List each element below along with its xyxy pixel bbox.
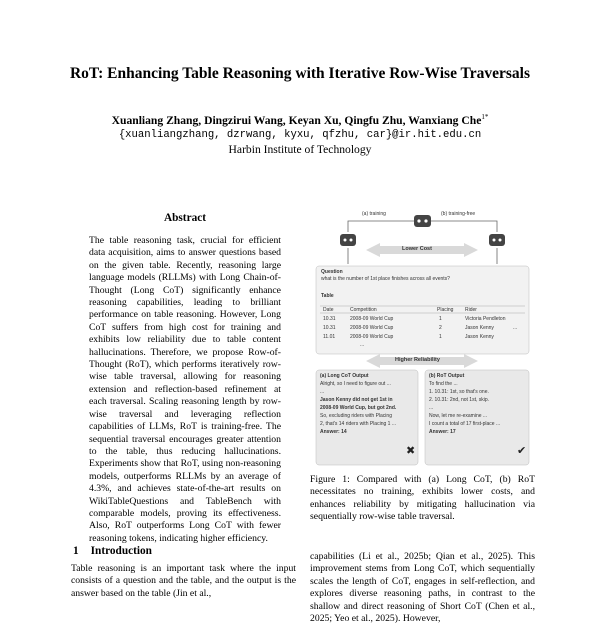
table-cell: 2008-09 World Cup [350,316,394,322]
table-label: Table [321,293,334,299]
long-cot-line: Jason Kenny did not get 1st in [320,397,393,403]
table-header-rider: Rider [465,307,477,313]
correct-icon: ✔ [517,445,527,457]
training-free-label: (b) training-free [441,211,476,217]
table-header-date: Date [323,307,334,313]
abstract-heading: Abstract [163,212,207,224]
table-cell: 1 [439,316,442,322]
table-cell: 2008-09 World Cup [350,325,394,331]
table-ellipsis: ... [360,342,365,348]
affiliation: Harbin Institute of Technology [228,143,372,156]
long-cot-line: 2008-09 World Cup, but got 2nd. [320,405,397,411]
lower-cost-label: Lower Cost [402,246,432,252]
table-cell: 2008-09 World Cup [350,334,394,340]
table-cell: 10.31 [323,316,336,322]
section-title: Introduction [90,545,152,557]
right-column-text: capabilities (Li et al., 2025b; Qian et al., 2025). This improvement stems from Long CoT, which sequentially scales the length of CoT, engages in self-reflection, and explores diverse reasoning paths, in contrast to the shallow and direct reasoning of Short CoT (Chen et al., 2025; Yeo et al., 2025). However, [310,551,535,625]
training-label: (a) training [362,211,386,217]
table-cell: 2 [439,325,442,331]
robot-icon [414,215,431,227]
table-cell: 1 [439,334,442,340]
robot-trained-icon [340,234,356,246]
table-cell: 10.31 [323,325,336,331]
figure-1 [310,208,535,470]
table-cell: Jason Kenny [465,325,494,331]
section-heading-introduction [73,545,152,557]
table-cell: 11.01 [323,334,336,340]
rot-title: (b) RoT Output [429,373,465,379]
higher-reliability-label: Higher Reliability [395,357,440,363]
long-cot-line: So, excluding riders with Placing [320,413,392,419]
table-header-competition: Competition [350,307,377,313]
rot-line: 2. 10.31: 2nd, not 1st, skip. [429,397,490,403]
section-number: 1 [73,545,79,557]
table-header-placing: Placing [437,307,454,313]
long-cot-line: ... [320,389,325,395]
training-arrow [348,221,414,232]
rot-line: 1. 10.31: 1st, so that's one. [429,389,489,395]
wrong-icon: ✖ [406,445,416,457]
robot-untrained-icon [489,234,505,246]
author-mark: 1* [481,113,489,121]
question-text: what is the number of 1st place finishes across all events? [321,276,450,282]
authors-text: Xuanliang Zhang, Dingzirui Wang, Keyan Xu, Qingfu Zhu, Wanxiang Che [111,113,482,127]
table-cell: ... [513,325,518,331]
rot-line: ... [429,405,434,411]
rot-line: To find the ... [429,381,458,387]
long-cot-title: (a) Long CoT Output [320,373,369,379]
table-cell: Victoria Pendleton [465,316,506,322]
author-emails: {xuanliangzhang, dzrwang, kyxu, qfzhu, car}@ir.hit.edu.cn [118,129,482,141]
long-cot-answer: Answer: 14 [320,429,347,435]
long-cot-line: 2, that's 14 riders with Placing 1 ... [320,421,396,427]
rot-answer: Answer: 17 [429,429,456,435]
figure-caption: Figure 1: Compared with (a) Long CoT, (b) RoT necessitates no training, exhibits lower costs, and enhances reliability by mitigating hallucination via sequentially row-wise table traversal. [310,474,535,523]
abstract-body: The table reasoning task, crucial for efficient data acquisition, aims to answer questions based on the given table. Recently, reasoning large language models (RLLMs) with Long Chain-of-Thought (Long CoT) significantly enhance reasoning capabilities, leading to brilliant performance on table reasoning. However, Long CoT suffers from high cost for training and exhibits low reliability due to table content hallucinations. Therefore, we propose Row-of-Thought (RoT), which performs iteratively row-wise table traversal, allowing for reasoning extension and reflection-based refinement at each traversal. Scaling reasoning length by row-wise traversal and leveraging reflection capabilities of LLMs, RoT is training-free. The sequential traversal encourages greater attention to the table, thus reducing hallucinations. Experiments show that RoT, using non-reasoning models, outperforms RLLMs by an average of 4.3%, and achieves state-of-the-art results on WikiTableQuestions and TableBench with comparable models, proving its effectiveness. Also, RoT outperforms Long CoT with fewer reasoning tokens, indicating higher efficiency. [89,235,281,544]
author-list [0,113,600,127]
question-label: Question [321,269,343,275]
training-free-arrow [431,221,497,232]
rot-line: Now, let me re-examine ... [429,413,488,419]
table-cell: Jason Kenny [465,334,494,340]
introduction-body: Table reasoning is an important task where the input consists of a question and the table, and the output is the answer based on the table (Jin et al., [71,563,296,599]
long-cot-line: Alright, so I need to figure out ... [320,381,391,387]
rot-line: I count a total of 17 first-place ... [429,421,501,427]
paper-title: RoT: Enhancing Table Reasoning with Iterative Row-Wise Traversals [69,65,530,82]
